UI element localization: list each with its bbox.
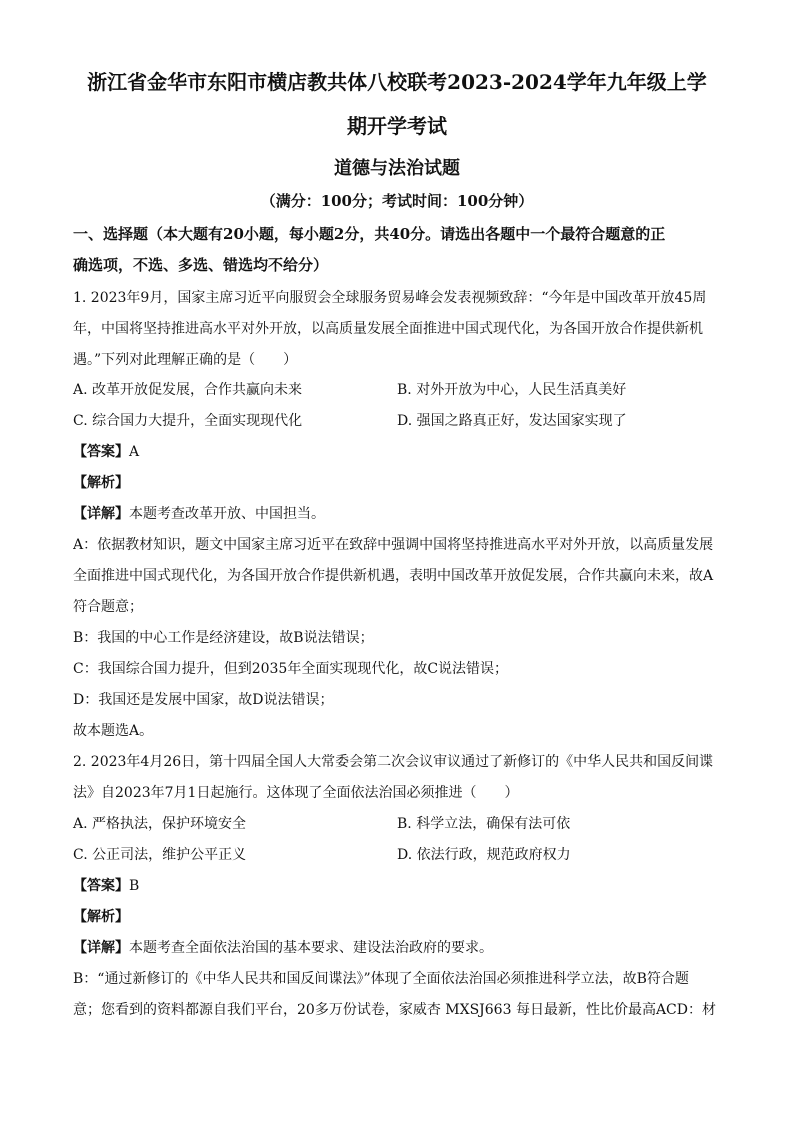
q1-option-d: D. 强国之路真正好，发达国家实现了	[397, 413, 627, 429]
q2-explain-line2: 意；您看到的资料都源自我们平台，20多万份试卷，家威杏 MXSJ663 每日最新，性比价最高ACD：材	[73, 1002, 716, 1018]
q2-answer-row	[73, 876, 139, 896]
q1-stem-line2: 年，中国将坚持推进高水平对外开放，以高质量发展全面推进中国式现代化，为各国开放合作提供新机	[73, 321, 703, 337]
q2-answer-value: B	[129, 878, 140, 894]
q2-option-c: C. 公正司法，维护公平正义	[73, 847, 247, 863]
q2-detail-tag: 【详解】	[73, 940, 129, 956]
q1-detail-row	[73, 504, 325, 524]
q2-detail-row	[73, 938, 493, 958]
q1-explain-line3: 符合题意；	[73, 599, 143, 615]
q1-detail-tag: 【详解】	[73, 506, 129, 522]
q2-option-b: B. 科学立法，确保有法可依	[397, 816, 571, 832]
q1-stem-line1: 1. 2023年9月，国家主席习近平向服贸会全球服务贸易峰会发表视频致辞：“今年是中国改革开放45周	[73, 290, 707, 306]
q1-answer-value: A	[129, 444, 140, 460]
q2-option-d: D. 依法行政，规范政府权力	[397, 847, 571, 863]
q2-explain-line1: B：“通过新修订的《中华人民共和国反间谍法》”体现了全面依法治国必须推进科学立法，故B符合题	[73, 971, 689, 987]
exam-title-line2: 期开学考试	[347, 114, 447, 138]
section-heading-line2: 确选项，不选、多选、错选均不给分）	[73, 256, 329, 274]
q1-explain-line1: A：依据教材知识，题文中国家主席习近平在致辞中强调中国将坚持推进高水平对外开放，以高质量发展	[73, 537, 714, 553]
section-heading-line1: 一、选择题（本大题有20小题，每小题2分，共40分。请选出各题中一个最符合题意的正	[73, 225, 666, 243]
exam-subject: 道德与法治试题	[334, 158, 460, 179]
q2-stem-line2: 法》自2023年7月1日起施行。这体现了全面依法治国必须推进（ ）	[73, 785, 519, 801]
q1-explain-line7: 故本题选A。	[73, 723, 154, 739]
q1-detail-text: 本题考查改革开放、中国担当。	[129, 506, 325, 522]
q1-explain-line4: B：我国的中心工作是经济建设，故B说法错误；	[73, 630, 374, 646]
q1-answer-tag: 【答案】	[73, 444, 129, 460]
q1-explain-line6: D：我国还是发展中国家，故D说法错误；	[73, 692, 334, 708]
q2-detail-text: 本题考查全面依法治国的基本要求、建设法治政府的要求。	[129, 940, 493, 956]
q1-explain-line5: C：我国综合国力提升，但到2035年全面实现现代化，故C说法错误；	[73, 661, 509, 677]
q1-option-a: A. 改革开放促发展，合作共赢向未来	[73, 382, 303, 398]
exam-title-line1: 浙江省金华市东阳市横店教共体八校联考2023-2024学年九年级上学	[87, 70, 707, 94]
exam-info: （满分：100分；考试时间：100分钟）	[260, 192, 534, 210]
q2-option-a: A. 严格执法，保护环境安全	[73, 816, 247, 832]
q1-answer-row	[73, 442, 139, 462]
q1-stem-line3: 遇。”下列对此理解正确的是（ ）	[73, 352, 298, 368]
q1-analysis-tag: 【解析】	[73, 475, 129, 491]
q2-analysis-row	[73, 907, 129, 927]
q2-analysis-tag: 【解析】	[73, 909, 129, 925]
q1-analysis-row	[73, 473, 129, 493]
q2-answer-tag: 【答案】	[73, 878, 129, 894]
q1-explain-line2: 全面推进中国式现代化，为各国开放合作提供新机遇，表明中国改革开放促发展，合作共赢向未来，故A	[73, 568, 714, 584]
q2-stem-line1: 2. 2023年4月26日，第十四届全国人大常委会第二次会议审议通过了新修订的《中华人民共和国反间谍	[73, 754, 714, 770]
q1-option-c: C. 综合国力大提升，全面实现现代化	[73, 413, 303, 429]
q1-option-b: B. 对外开放为中心，人民生活真美好	[397, 382, 627, 398]
